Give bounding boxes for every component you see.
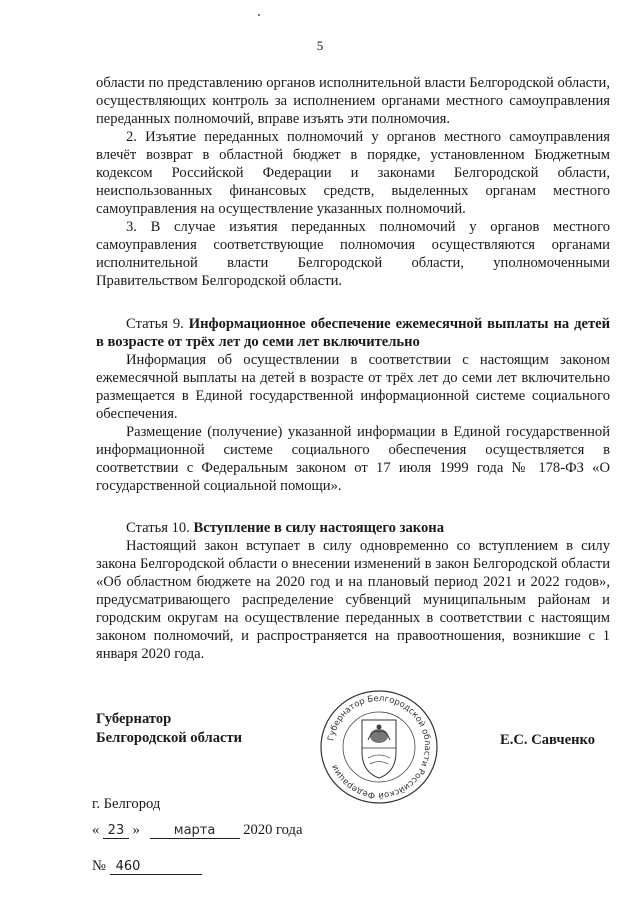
article-10-heading	[96, 519, 610, 537]
article-9	[96, 315, 610, 495]
article-10-paragraph: Настоящий закон вступает в силу одновременно со вступлением в силу закона Белгородской области о внесении изменений в закон Белгородской области «Об областном бюджете на 2020 год и на плановый период 2021 и 2022 годов», предусматривающего распределение субвенций муниципальным районам и городским округам на осуществление переданных в соответствии с настоящим законом полномочий, и распространяется на правоотношения, возникшие с 1 января 2020 года.	[96, 538, 610, 662]
coat-of-arms-icon	[362, 720, 396, 778]
signatory-title	[96, 710, 242, 748]
paragraph-2: 2. Изъятие переданных полномочий у органов местного самоуправления влечёт возврат в областной бюджет в порядке, установленном Бюджетным кодексом Российской Федерации и законами Белгородской области, неиспользованных финансовых средств, выделенных органам местного самоуправления на осуществление указанных полномочий.	[96, 129, 610, 217]
date-month: марта	[150, 824, 240, 839]
page-number: 5	[316, 38, 324, 53]
article-9-prefix: Статья 9.	[126, 316, 189, 332]
governor-seal	[318, 688, 440, 806]
body-text	[96, 74, 610, 290]
seal-outer-ring	[321, 691, 437, 803]
date-year: 2020 года	[243, 822, 303, 838]
date-close-quote: »	[132, 822, 140, 838]
article-10-prefix: Статья 10.	[126, 520, 194, 536]
date-open-quote: «	[92, 822, 100, 838]
article-9-paragraph-1: Информация об осуществлении в соответствии с настоящим законом ежемесячной выплаты на детей в возрасте от трёх лет до семи лет включительно размещается в Единой государственной информационной системе социального обеспечения.	[96, 352, 610, 422]
date-day: 23	[103, 824, 129, 839]
scan-speck	[258, 14, 260, 16]
signing-date	[92, 822, 302, 839]
place-of-signing: г. Белгород	[92, 796, 161, 812]
article-9-title: Информационное обеспечение ежемесячной выплаты на детей в возрасте от трёх лет до семи лет включительно	[96, 316, 611, 350]
signatory-title-line-2: Белгородской области	[96, 730, 243, 746]
article-9-paragraph-2: Размещение (получение) указанной информации в Единой государственной информационной системе социального обеспечения осуществляется в соответствии с Федеральным законом от 17 июля 1999 года № 178-ФЗ «О государственной социальной помощи».	[96, 424, 610, 494]
document-number	[92, 858, 202, 875]
signatory-name: Е.С. Савченко	[500, 732, 596, 748]
number-label: №	[92, 858, 106, 874]
article-9-heading	[96, 315, 610, 351]
seal-inner-ring	[343, 712, 415, 782]
number-value: 460	[110, 859, 202, 875]
article-10	[96, 519, 610, 663]
seal-text-path: Губернатор Белгородской области Российской Федерации	[326, 693, 433, 801]
signatory-title-line-1: Губернатор	[96, 711, 172, 727]
paragraph-3: 3. В случае изъятия переданных полномочий у органов местного самоуправления соответствующие полномочия осуществляются органами исполнительной власти Белгородской области, уполномоченными Правительством Белгородской области.	[96, 219, 610, 289]
paragraph-continuation: области по представлению органов исполнительной власти Белгородской области, осуществляющих контроль за исполнением органами местного самоуправления переданных полномочий, вправе изъять эти полномочия.	[96, 75, 610, 127]
seal-text	[326, 694, 432, 800]
article-10-title: Вступление в силу настоящего закона	[193, 520, 444, 536]
